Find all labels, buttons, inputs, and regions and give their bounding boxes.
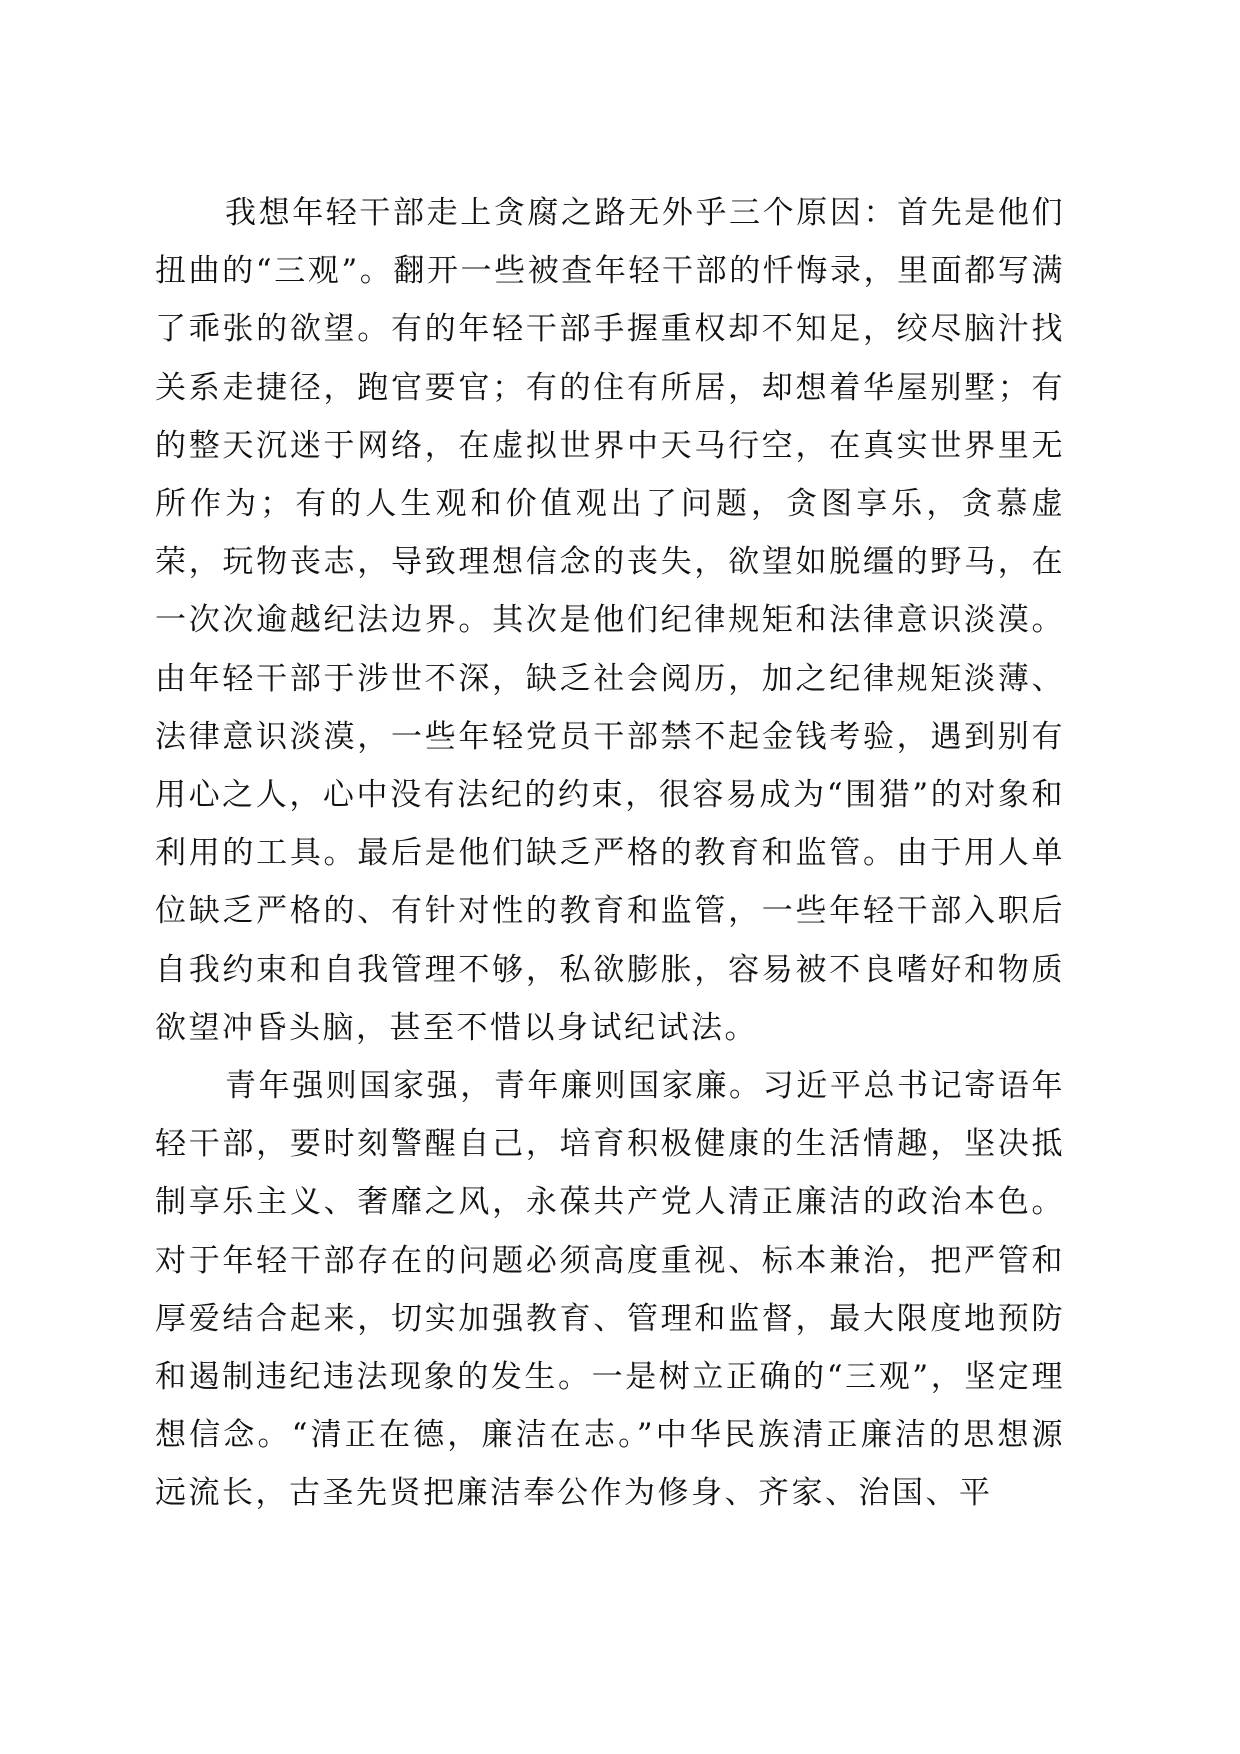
- paragraph-remedies: 青年强则国家强，青年廉则国家廉。习近平总书记寄语年轻干部，要时刻警醒自己，培育积极健康的生活情趣，坚决抵制享乐主义、奢靡之风，永葆共产党人清正廉洁的政治本色。对于年轻干部存在的问题必须高度重视、标本兼治，把严管和厚爱结合起来，切实加强教育、管理和监督，最大限度地预防和遏制违纪违法现象的发生。一是树立正确的“三观”，坚定理想信念。“清正在德，廉洁在志。”中华民族清正廉洁的思想源远流长，古圣先贤把廉洁奉公作为修身、齐家、治国、平: [155, 1068, 1065, 1512]
- document-body: [155, 184, 1065, 1523]
- paragraph-causes: 我想年轻干部走上贪腐之路无外乎三个原因：首先是他们扭曲的“三观”。翻开一些被查年轻干部的忏悔录，里面都写满了乖张的欲望。有的年轻干部手握重权却不知足，绞尽脑汁找关系走捷径，跑官要官；有的住有所居，却想着华屋别墅；有的整天沉迷于网络，在虚拟世界中天马行空，在真实世界里无所作为；有的人生观和价值观出了问题，贪图享乐，贪慕虚荣，玩物丧志，导致理想信念的丧失，欲望如脱缰的野马，在一次次逾越纪法边界。其次是他们纪律规矩和法律意识淡漠。由年轻干部于涉世不深，缺乏社会阅历，加之纪律规矩淡薄、法律意识淡漠，一些年轻党员干部禁不起金钱考验，遇到别有用心之人，心中没有法纪的约束，很容易成为“围猎”的对象和利用的工具。最后是他们缺乏严格的教育和监管。由于用人单位缺乏严格的、有针对性的教育和监管，一些年轻干部入职后自我约束和自我管理不够，私欲膨胀，容易被不良嗜好和物质欲望冲昏头脑，甚至不惜以身试纪试法。: [155, 195, 1065, 1046]
